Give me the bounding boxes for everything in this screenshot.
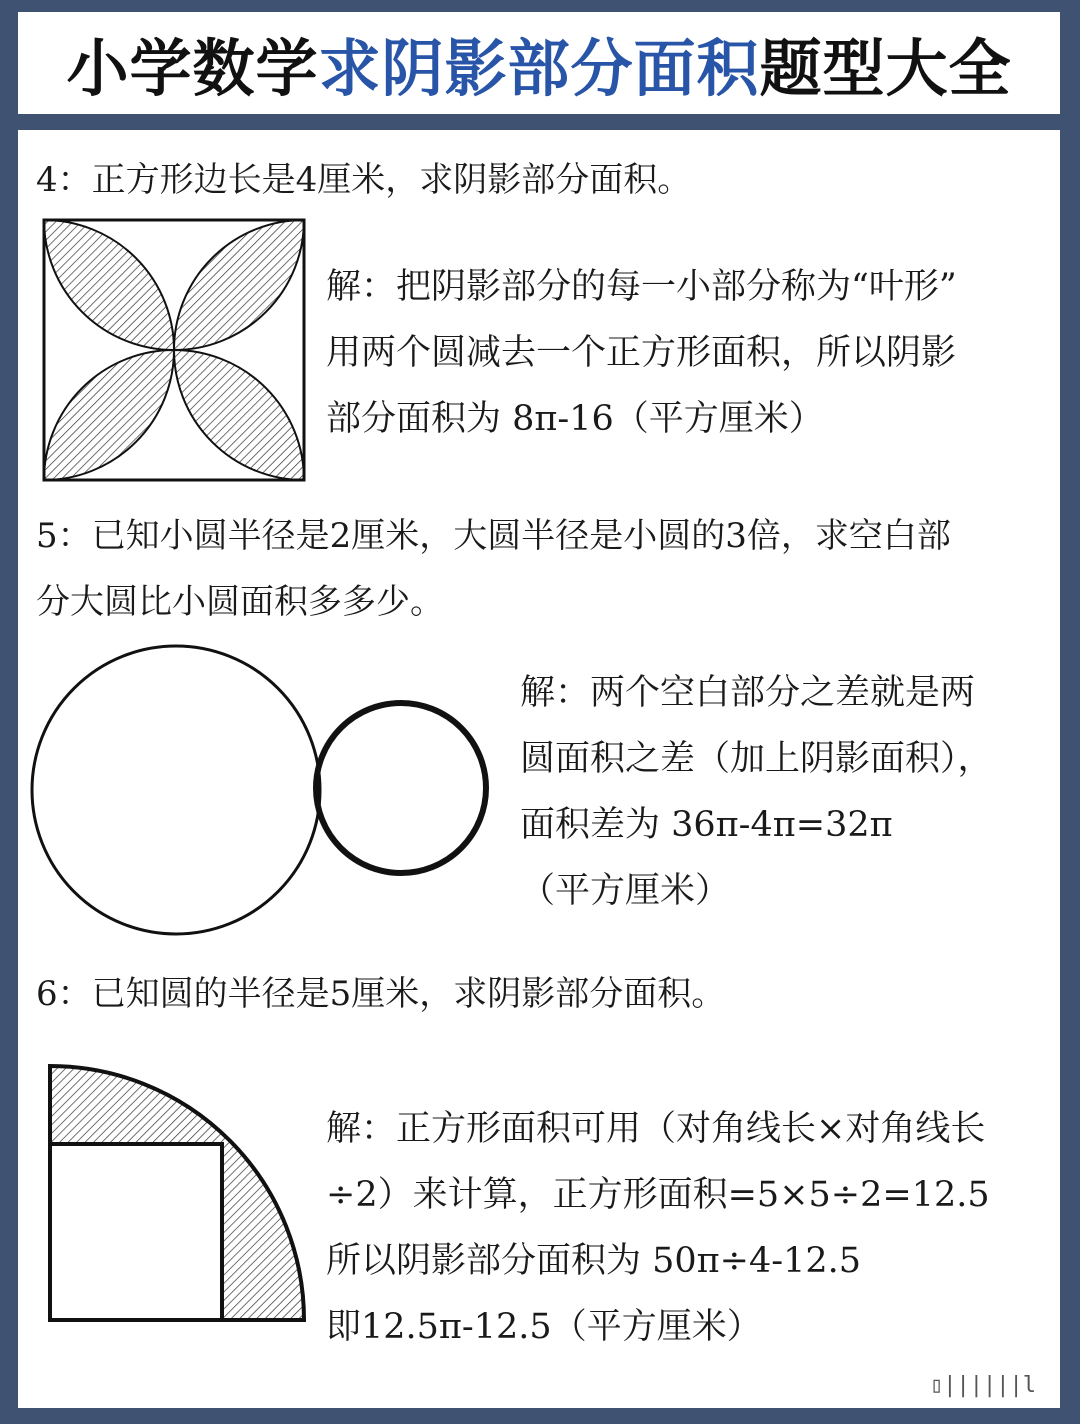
leaf-shapes (44, 220, 304, 480)
small-circle (316, 703, 486, 873)
page-title (18, 12, 1060, 114)
problem-6-figure (46, 1062, 306, 1326)
large-circle (32, 646, 320, 934)
solution-line: 面积差为 36π-4π=32π (520, 805, 893, 845)
problem-4-figure (42, 218, 306, 482)
solution-line: 解：把阴影部分的每一小部分称为“叶形” (326, 267, 957, 307)
solution-line: 解：两个空白部分之差就是两 (520, 673, 976, 713)
problem-5-question-line-2: 分大圆比小圆面积多多少。 (36, 582, 444, 622)
problem-5-solution (520, 660, 993, 924)
problem-4-solution (326, 254, 957, 452)
solution-line: 即12.5π-12.5（平方厘米） (326, 1307, 762, 1347)
solution-line: ÷2）来计算，正方形面积=5×5÷2=12.5 (326, 1175, 990, 1215)
problem-6-question: 6：已知圆的半径是5厘米，求阴影部分面积。 (36, 974, 726, 1014)
problem-5-question-line-1: 5：已知小圆半径是2厘米，大圆半径是小圆的3倍，求空白部 (36, 516, 951, 556)
content-panel (18, 130, 1060, 1408)
problem-5-figure (28, 642, 490, 938)
inscribed-square (50, 1144, 222, 1320)
problem-6-solution (326, 1096, 990, 1360)
title-part-2: 求阴影部分面积 (318, 31, 760, 105)
solution-line: 用两个圆减去一个正方形面积，所以阴影 (326, 333, 957, 373)
solution-line: 部分面积为 8π-16（平方厘米） (326, 399, 824, 439)
solution-line: 圆面积之差（加上阴影面积）， (520, 739, 993, 779)
title-part-1: 小学数学 (66, 31, 319, 105)
solution-line: 所以阴影部分面积为 50π÷4-12.5 (326, 1241, 862, 1281)
problem-4-question: 4：正方形边长是4厘米，求阴影部分面积。 (36, 160, 692, 200)
solution-line: （平方厘米） (520, 871, 731, 911)
solution-line: 解：正方形面积可用（对角线长×对角线长 (326, 1109, 986, 1149)
watermark-icon: ▯||||||l (930, 1373, 1036, 1398)
title-part-3: 题型大全 (759, 31, 1012, 105)
